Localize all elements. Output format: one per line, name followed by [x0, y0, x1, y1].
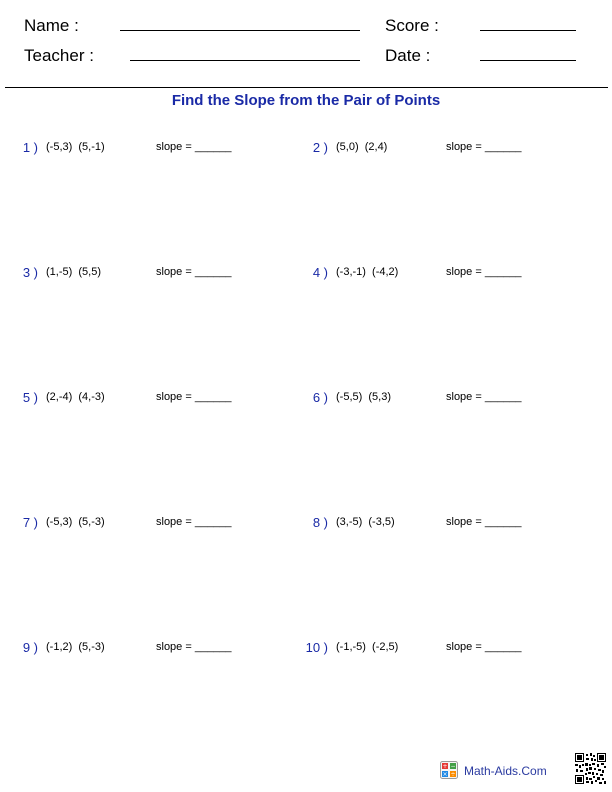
problem-number: 1 ): [22, 140, 38, 155]
problem-number: 9 ): [22, 640, 38, 655]
worksheet-title: Find the Slope from the Pair of Points: [171, 92, 441, 109]
date-field-line[interactable]: [480, 60, 576, 61]
problem-number: 3 ): [22, 265, 38, 280]
slope-answer-blank[interactable]: slope = ______: [156, 641, 232, 653]
slope-answer-blank[interactable]: slope = ______: [446, 516, 522, 528]
header-divider: [5, 87, 608, 88]
point-pair: (-1,2) (5,-3): [46, 641, 105, 653]
teacher-label: Teacher :: [24, 46, 94, 65]
score-field-line[interactable]: [480, 30, 576, 31]
problem-number: 4 ): [312, 265, 328, 280]
slope-answer-blank[interactable]: slope = ______: [446, 266, 522, 278]
date-label: Date :: [385, 46, 431, 65]
score-label: Score :: [385, 16, 439, 35]
svg-text:−: −: [450, 763, 456, 770]
slope-answer-blank[interactable]: slope = ______: [446, 141, 522, 153]
slope-answer-blank[interactable]: slope = ______: [446, 391, 522, 403]
problem-number: 5 ): [22, 390, 38, 405]
problem-1: [10, 140, 290, 156]
problem-number: 10 ): [305, 640, 328, 655]
slope-answer-blank[interactable]: slope = ______: [156, 141, 232, 153]
problem-number: 7 ): [22, 515, 38, 530]
slope-answer-blank[interactable]: slope = ______: [446, 641, 522, 653]
problem-5: [10, 390, 290, 406]
point-pair: (-3,-1) (-4,2): [336, 266, 399, 278]
problem-number: 8 ): [312, 515, 328, 530]
svg-text:×: ×: [442, 771, 448, 778]
problem-4: [300, 265, 580, 281]
problem-7: [10, 515, 290, 531]
point-pair: (5,0) (2,4): [336, 141, 388, 153]
problem-number: 6 ): [312, 390, 328, 405]
slope-answer-blank[interactable]: slope = ______: [156, 516, 232, 528]
problem-8: [300, 515, 580, 531]
problem-number: 2 ): [312, 140, 328, 155]
problem-9: [10, 640, 290, 656]
point-pair: (3,-5) (-3,5): [336, 516, 395, 528]
problem-3: [10, 265, 290, 281]
point-pair: (-1,-5) (-2,5): [336, 641, 399, 653]
slope-answer-blank[interactable]: slope = ______: [156, 391, 232, 403]
site-name: Math-Aids.Com: [464, 764, 547, 778]
calculator-icon: [440, 761, 458, 779]
point-pair: (2,-4) (4,-3): [46, 391, 105, 403]
point-pair: (-5,3) (5,-3): [46, 516, 105, 528]
point-pair: (-5,5) (5,3): [336, 391, 392, 403]
problem-2: [300, 140, 580, 156]
name-label: Name :: [24, 16, 79, 35]
slope-answer-blank[interactable]: slope = ______: [156, 266, 232, 278]
point-pair: (-5,3) (5,-1): [46, 141, 105, 153]
qr-code-icon: [575, 753, 606, 784]
problem-6: [300, 390, 580, 406]
teacher-field-line[interactable]: [130, 60, 360, 61]
svg-text:+: +: [442, 763, 448, 770]
name-field-line[interactable]: [120, 30, 360, 31]
svg-text:÷: ÷: [450, 771, 456, 778]
point-pair: (1,-5) (5,5): [46, 266, 102, 278]
problem-10: [300, 640, 580, 656]
